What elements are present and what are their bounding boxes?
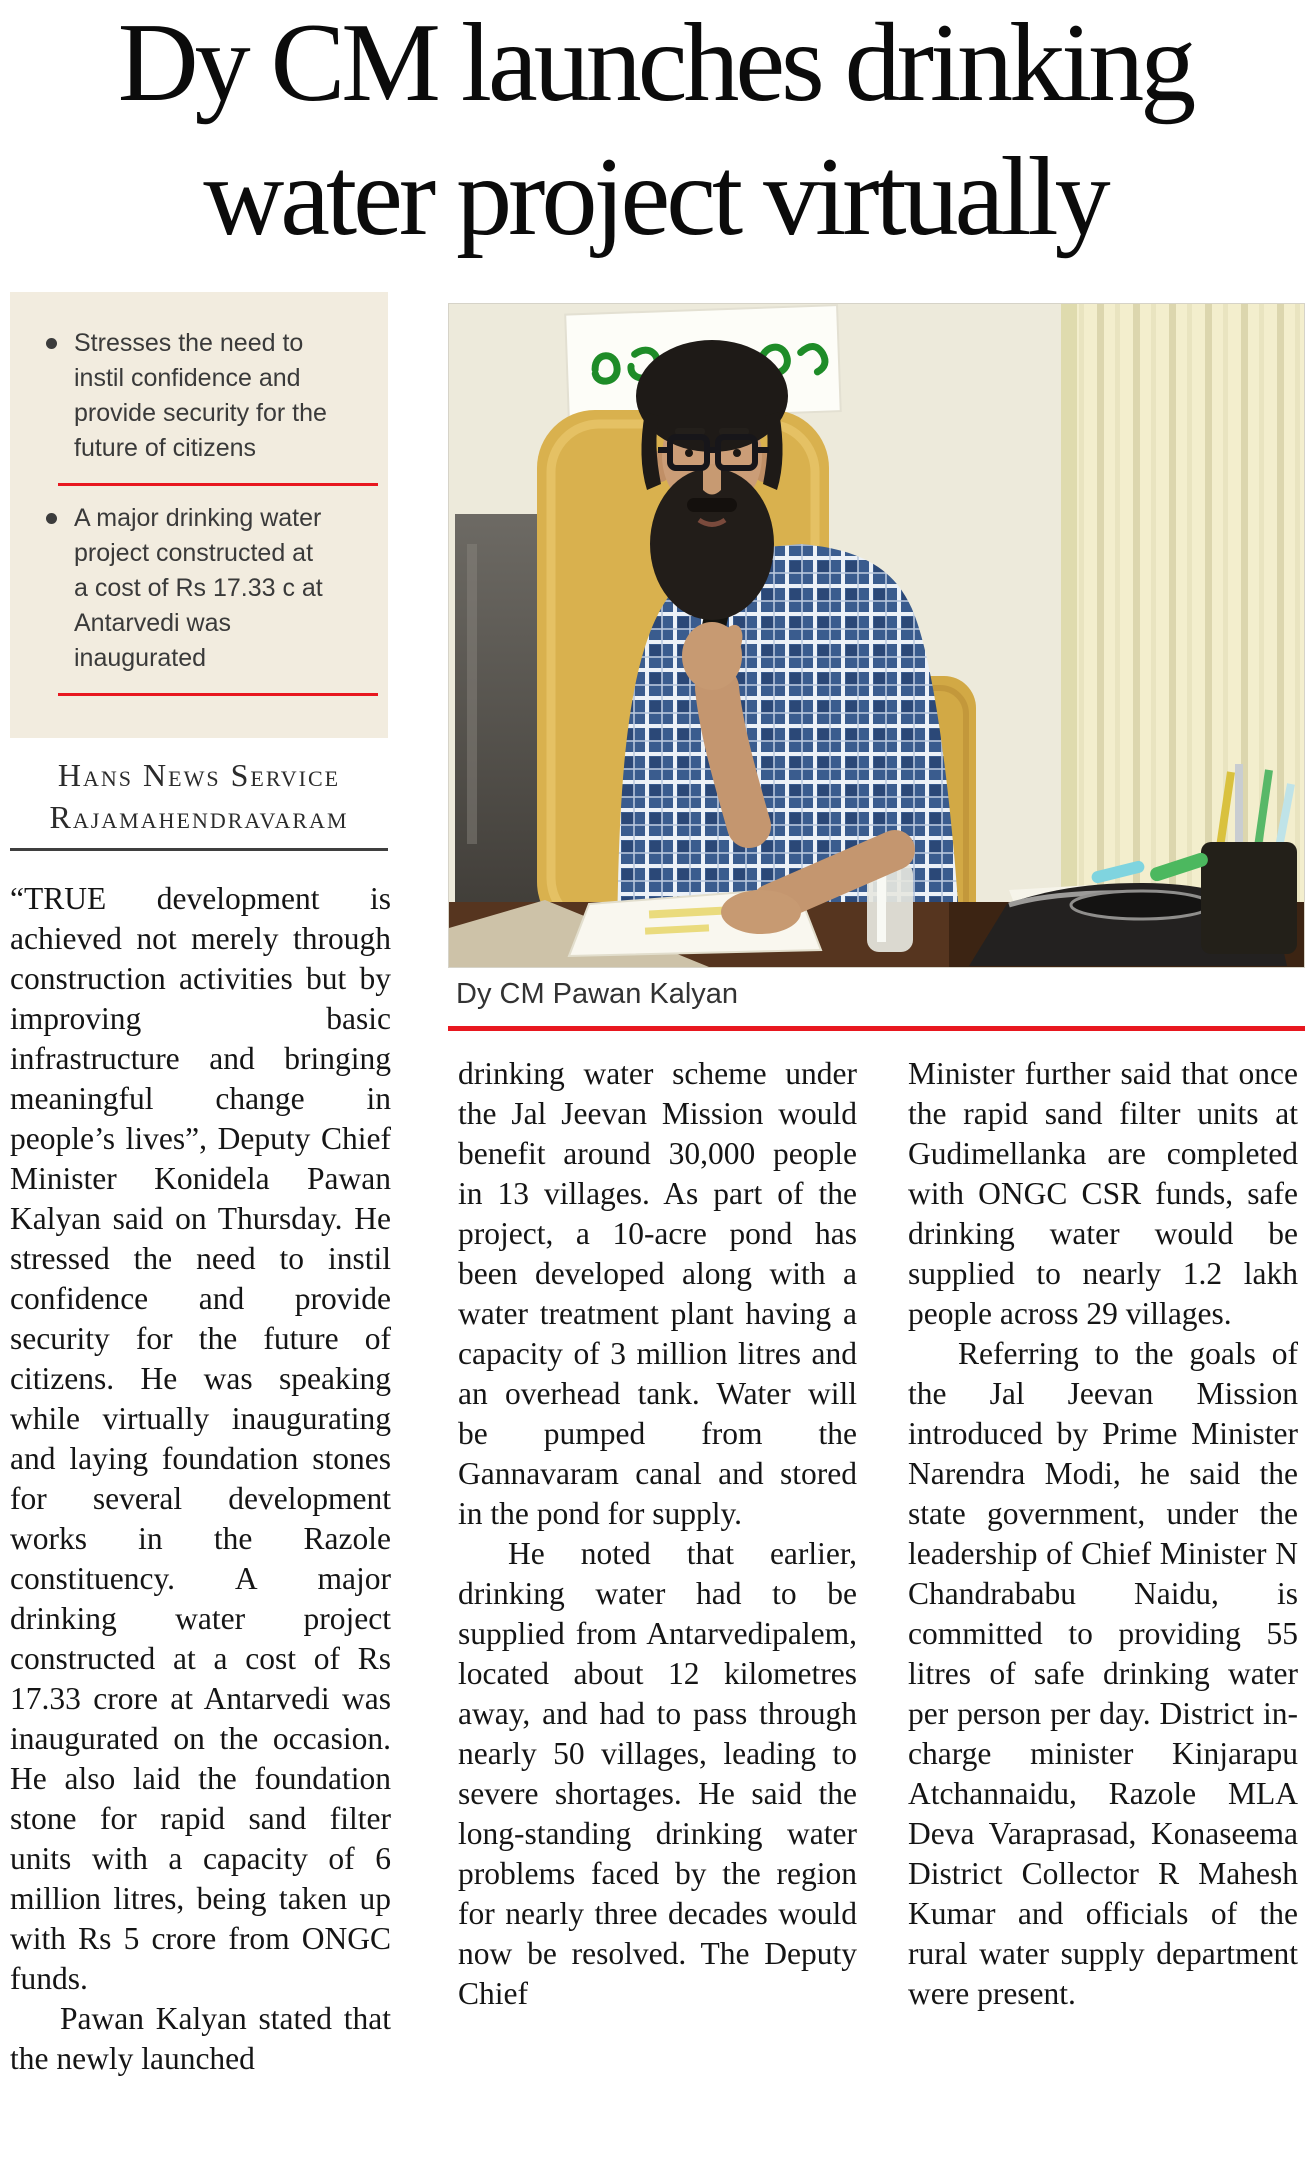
paragraph: Minister further said that once the rapid sand filter units at Gudimellanka are completed with ONGC CSR funds, safe drinking water would be supplied to nearly 1.2 lakh people across 29 villages. [908, 1056, 1298, 1331]
byline [10, 754, 388, 838]
photo-illustration [449, 304, 1304, 967]
byline-divider [10, 848, 388, 851]
byline-agency: Hans News Service [57, 757, 341, 793]
hair [636, 340, 788, 452]
photo-pawan-kalyan [448, 303, 1305, 968]
bullet-dot-icon [46, 338, 57, 349]
headline: Dy CM launches drinking water project virtually [117, 1, 1193, 259]
head [636, 340, 788, 620]
paragraph: “TRUE development is achieved not merely through construction activities but by improving basic infrastructure and bringing meaningful change in people’s lives”, Deputy Chief Minister Konidela Pawan Kalyan said on Thursday. He stressed the need to instil confidence and provide security for the future of citizens. He was speaking while virtually inaugurating and laying foundation stones for several development works in the Razole constituency. A major drinking water project constructed at a cost of Rs 17.33 crore at Antarvedi was inaugurated on the occasion. He also laid the foundation stone for rapid sand filter units with a capacity of 6 million litres, being taken up with Rs 5 crore from ONGC funds. [10, 881, 391, 1996]
article-column-2 [458, 1054, 857, 2170]
mustache [687, 498, 737, 512]
bullet-dot-icon [46, 513, 57, 524]
red-rule [448, 1026, 1305, 1031]
byline-location: Rajamahendravaram [49, 799, 349, 835]
highlight-item [26, 326, 388, 466]
highlight-item [26, 501, 388, 676]
paragraph: Referring to the goals of the Jal Jeevan Mission introduced by Prime Minister Narendra Modi, he said the state government, under the leadership of Chief Minister N Chandrababu Naidu, is committed to providing 55 litres of safe drinking water per person per day. District in-charge minister Kinjarapu Atchannaidu, Razole MLA Deva Varaprasad, Konaseema District Collector R Mahesh Kumar and officials of the rural water supply department were present. [908, 1336, 1298, 2011]
paragraph: He noted that earlier, drinking water had to be supplied from Antarvedipalem, located about 12 kilometres away, and had to pass through nearly 50 villages, leading to severe shortages. He said the long-standing drinking water problems faced by the region for nearly three decades would now be resolved. The Deputy Chief [458, 1536, 857, 2011]
article-column-3 [908, 1054, 1298, 2170]
photo-caption: Dy CM Pawan Kalyan [456, 978, 739, 1010]
article-column-1 [10, 879, 391, 2170]
highlight-text: Stresses the need to instil confidence and provide security for the future of citizens [74, 329, 327, 462]
red-divider [58, 693, 378, 696]
highlights-box [10, 292, 388, 738]
highlight-text: A major drinking water project constructed at a cost of Rs 17.33 c at Antarvedi was inaugurated [74, 504, 323, 672]
paragraph: drinking water scheme under the Jal Jeevan Mission would benefit around 30,000 people in 13 villages. As part of the project, a 10-acre pond has been developed along with a water treatment plant having a capacity of 3 million litres and an overhead tank. Water will be pumped from the Gannavaram canal and stored in the pond for supply. [458, 1056, 857, 1531]
red-divider [58, 483, 378, 486]
paragraph: Pawan Kalyan stated that the newly launched [10, 2001, 391, 2076]
